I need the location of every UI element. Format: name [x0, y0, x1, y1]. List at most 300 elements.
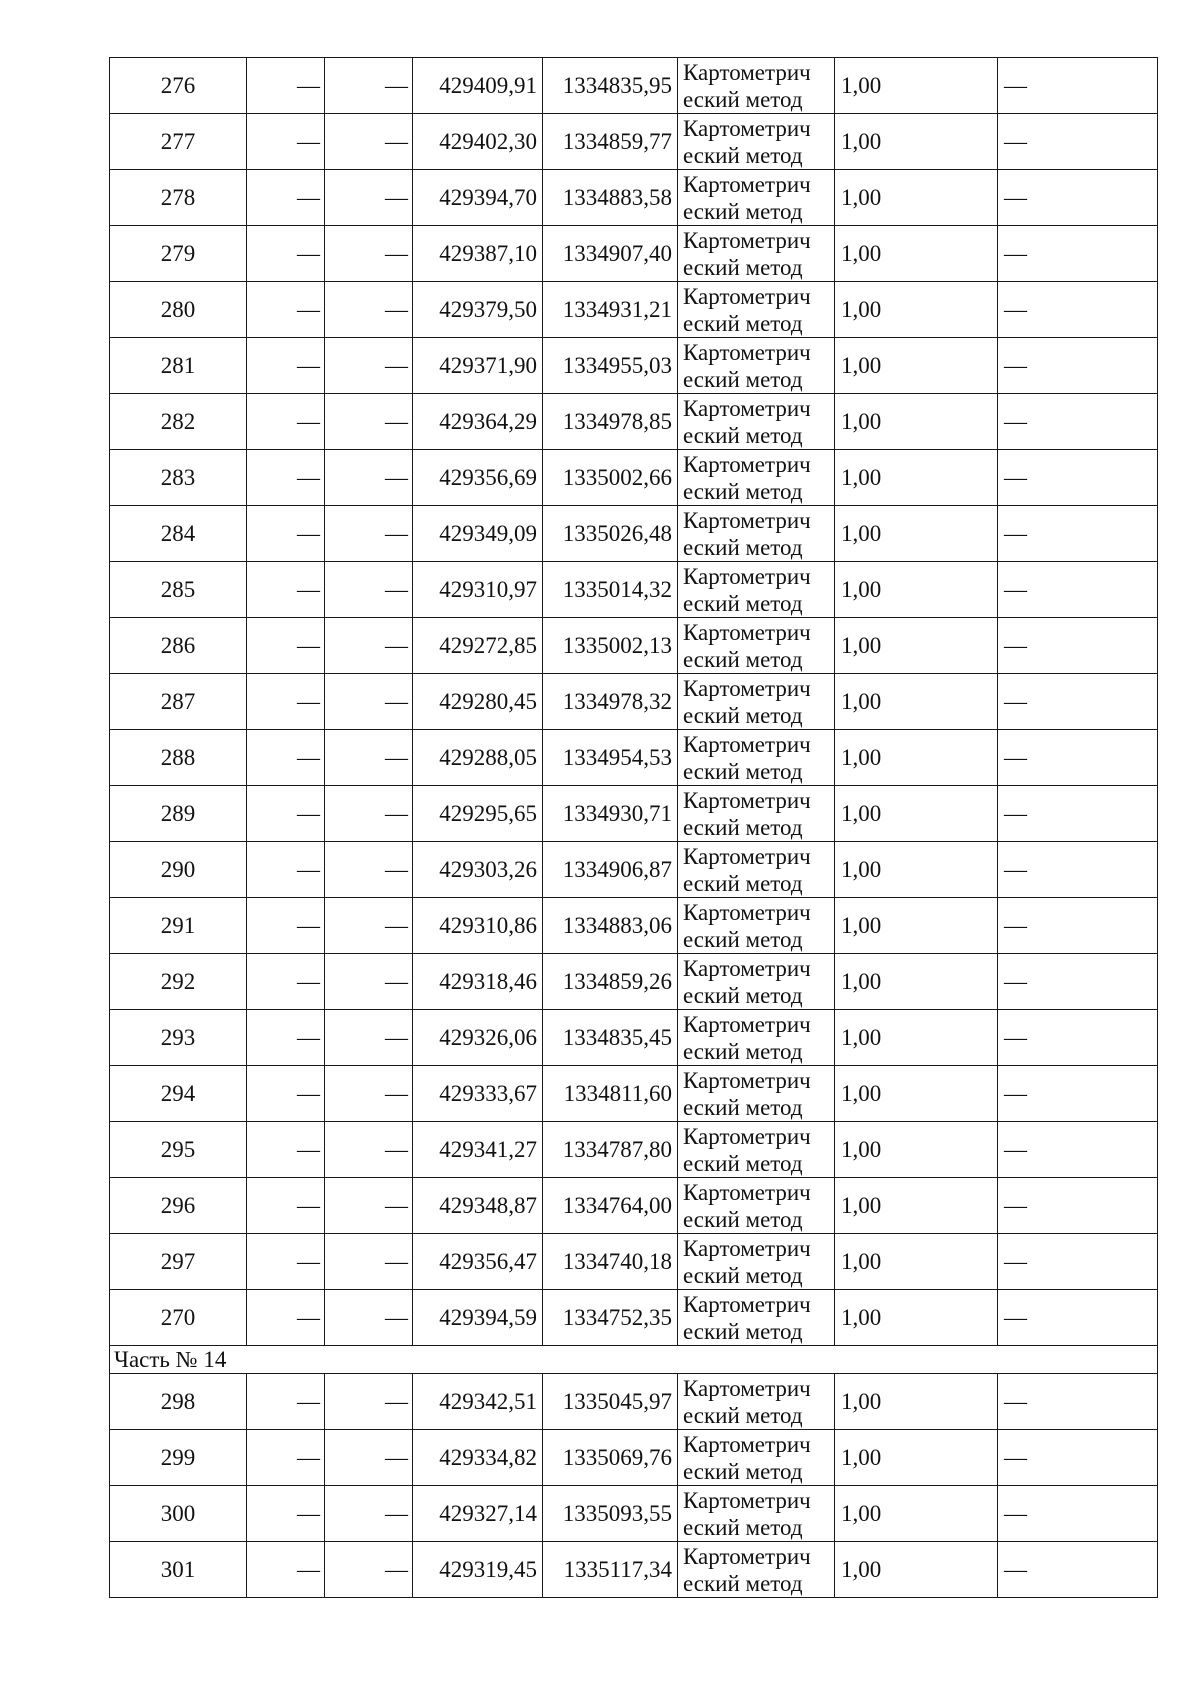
accuracy-cell: 1,00	[835, 954, 998, 1010]
table-row	[110, 394, 1158, 450]
empty-value-cell: —	[247, 1234, 325, 1290]
method-line-1: Картометрич	[683, 59, 811, 85]
empty-value-cell: —	[247, 226, 325, 282]
empty-value-cell: —	[325, 674, 413, 730]
method-cell	[678, 1234, 835, 1290]
method-line-2: еский метод	[683, 1514, 803, 1540]
method-line-1: Картометрич	[683, 1487, 811, 1513]
method-cell	[678, 618, 835, 674]
coordinate-y-cell: 1334883,06	[543, 898, 678, 954]
method-line-2: еский метод	[683, 1458, 803, 1484]
method-line-2: еский метод	[683, 982, 803, 1008]
method-line-2: еский метод	[683, 142, 803, 168]
accuracy-cell: 1,00	[835, 618, 998, 674]
point-number-cell: 297	[110, 1234, 247, 1290]
table-row	[110, 842, 1158, 898]
empty-value-cell: —	[325, 114, 413, 170]
coordinate-x-cell: 429326,06	[413, 1010, 543, 1066]
accuracy-cell: 1,00	[835, 394, 998, 450]
method-cell	[678, 954, 835, 1010]
method-cell	[678, 1122, 835, 1178]
table-row	[110, 114, 1158, 170]
empty-value-cell: —	[325, 1290, 413, 1346]
table-row	[110, 170, 1158, 226]
method-line-2: еский метод	[683, 758, 803, 784]
description-cell: —	[998, 170, 1158, 226]
empty-value-cell: —	[247, 1486, 325, 1542]
method-line-2: еский метод	[683, 1206, 803, 1232]
coordinate-y-cell: 1334835,95	[543, 58, 678, 114]
method-line-1: Картометрич	[683, 1067, 811, 1093]
coordinate-x-cell: 429272,85	[413, 618, 543, 674]
part-header-row	[110, 1346, 1158, 1374]
empty-value-cell: —	[247, 170, 325, 226]
accuracy-cell: 1,00	[835, 730, 998, 786]
empty-value-cell: —	[325, 338, 413, 394]
method-cell	[678, 394, 835, 450]
coordinate-x-cell: 429402,30	[413, 114, 543, 170]
description-cell: —	[998, 674, 1158, 730]
method-cell	[678, 114, 835, 170]
method-line-2: еский метод	[683, 310, 803, 336]
coordinate-y-cell: 1335002,66	[543, 450, 678, 506]
point-number-cell: 298	[110, 1374, 247, 1430]
description-cell: —	[998, 1486, 1158, 1542]
method-line-2: еский метод	[683, 1570, 803, 1596]
coordinate-y-cell: 1334906,87	[543, 842, 678, 898]
coordinate-x-cell: 429371,90	[413, 338, 543, 394]
method-line-1: Картометрич	[683, 899, 811, 925]
coordinate-y-cell: 1334859,77	[543, 114, 678, 170]
method-cell	[678, 1010, 835, 1066]
empty-value-cell: —	[325, 1066, 413, 1122]
table-row	[110, 1290, 1158, 1346]
method-line-2: еский метод	[683, 1038, 803, 1064]
method-line-1: Картометрич	[683, 507, 811, 533]
point-number-cell: 281	[110, 338, 247, 394]
point-number-cell: 278	[110, 170, 247, 226]
coordinate-y-cell: 1334740,18	[543, 1234, 678, 1290]
coordinate-x-cell: 429356,69	[413, 450, 543, 506]
description-cell: —	[998, 1430, 1158, 1486]
point-number-cell: 296	[110, 1178, 247, 1234]
method-cell	[678, 1542, 835, 1598]
description-cell: —	[998, 954, 1158, 1010]
accuracy-cell: 1,00	[835, 1290, 998, 1346]
method-cell	[678, 338, 835, 394]
coordinate-y-cell: 1334764,00	[543, 1178, 678, 1234]
empty-value-cell: —	[325, 842, 413, 898]
accuracy-cell: 1,00	[835, 1122, 998, 1178]
empty-value-cell: —	[247, 1178, 325, 1234]
empty-value-cell: —	[247, 1122, 325, 1178]
description-cell: —	[998, 338, 1158, 394]
method-line-1: Картометрич	[683, 1179, 811, 1205]
method-line-1: Картометрич	[683, 1235, 811, 1261]
coordinate-x-cell: 429341,27	[413, 1122, 543, 1178]
empty-value-cell: —	[325, 786, 413, 842]
method-line-1: Картометрич	[683, 1375, 811, 1401]
accuracy-cell: 1,00	[835, 282, 998, 338]
table-row	[110, 674, 1158, 730]
point-number-cell: 270	[110, 1290, 247, 1346]
empty-value-cell: —	[247, 1374, 325, 1430]
method-cell	[678, 506, 835, 562]
coordinate-x-cell: 429333,67	[413, 1066, 543, 1122]
table-row	[110, 226, 1158, 282]
point-number-cell: 299	[110, 1430, 247, 1486]
point-number-cell: 276	[110, 58, 247, 114]
empty-value-cell: —	[247, 394, 325, 450]
method-line-1: Картометрич	[683, 339, 811, 365]
coordinate-y-cell: 1334752,35	[543, 1290, 678, 1346]
coordinate-x-cell: 429394,70	[413, 170, 543, 226]
empty-value-cell: —	[247, 1066, 325, 1122]
empty-value-cell: —	[247, 1430, 325, 1486]
description-cell: —	[998, 842, 1158, 898]
coordinate-y-cell: 1335117,34	[543, 1542, 678, 1598]
empty-value-cell: —	[325, 1178, 413, 1234]
method-line-1: Картометрич	[683, 675, 811, 701]
accuracy-cell: 1,00	[835, 226, 998, 282]
empty-value-cell: —	[325, 1122, 413, 1178]
method-line-1: Картометрич	[683, 115, 811, 141]
point-number-cell: 295	[110, 1122, 247, 1178]
table-row	[110, 1122, 1158, 1178]
coordinate-x-cell: 429409,91	[413, 58, 543, 114]
coordinate-x-cell: 429387,10	[413, 226, 543, 282]
empty-value-cell: —	[325, 1234, 413, 1290]
table-row	[110, 450, 1158, 506]
accuracy-cell: 1,00	[835, 1234, 998, 1290]
accuracy-cell: 1,00	[835, 338, 998, 394]
table-row	[110, 562, 1158, 618]
method-line-2: еский метод	[683, 926, 803, 952]
coordinate-x-cell: 429327,14	[413, 1486, 543, 1542]
coordinate-y-cell: 1334931,21	[543, 282, 678, 338]
method-line-1: Картометрич	[683, 1431, 811, 1457]
method-cell	[678, 170, 835, 226]
point-number-cell: 279	[110, 226, 247, 282]
coordinates-table	[109, 57, 1158, 1598]
accuracy-cell: 1,00	[835, 786, 998, 842]
method-line-2: еский метод	[683, 534, 803, 560]
empty-value-cell: —	[325, 394, 413, 450]
empty-value-cell: —	[247, 1290, 325, 1346]
coordinate-x-cell: 429310,86	[413, 898, 543, 954]
method-cell	[678, 1374, 835, 1430]
description-cell: —	[998, 786, 1158, 842]
method-line-2: еский метод	[683, 1262, 803, 1288]
empty-value-cell: —	[325, 170, 413, 226]
coordinate-y-cell: 1335026,48	[543, 506, 678, 562]
description-cell: —	[998, 898, 1158, 954]
method-line-2: еский метод	[683, 1150, 803, 1176]
point-number-cell: 292	[110, 954, 247, 1010]
table-row	[110, 338, 1158, 394]
method-line-2: еский метод	[683, 814, 803, 840]
method-line-2: еский метод	[683, 870, 803, 896]
method-line-1: Картометрич	[683, 731, 811, 757]
method-cell	[678, 898, 835, 954]
method-line-2: еский метод	[683, 702, 803, 728]
empty-value-cell: —	[325, 282, 413, 338]
empty-value-cell: —	[325, 1486, 413, 1542]
table-row	[110, 1374, 1158, 1430]
coordinate-x-cell: 429364,29	[413, 394, 543, 450]
empty-value-cell: —	[247, 282, 325, 338]
accuracy-cell: 1,00	[835, 842, 998, 898]
method-line-1: Картометрич	[683, 1123, 811, 1149]
method-line-2: еский метод	[683, 1402, 803, 1428]
coordinate-x-cell: 429318,46	[413, 954, 543, 1010]
empty-value-cell: —	[247, 58, 325, 114]
description-cell: —	[998, 58, 1158, 114]
method-line-1: Картометрич	[683, 955, 811, 981]
point-number-cell: 282	[110, 394, 247, 450]
method-cell	[678, 674, 835, 730]
coordinate-y-cell: 1334954,53	[543, 730, 678, 786]
description-cell: —	[998, 506, 1158, 562]
accuracy-cell: 1,00	[835, 1542, 998, 1598]
method-cell	[678, 282, 835, 338]
coordinate-x-cell: 429356,47	[413, 1234, 543, 1290]
accuracy-cell: 1,00	[835, 506, 998, 562]
point-number-cell: 301	[110, 1542, 247, 1598]
description-cell: —	[998, 1542, 1158, 1598]
accuracy-cell: 1,00	[835, 170, 998, 226]
method-cell	[678, 1430, 835, 1486]
empty-value-cell: —	[325, 898, 413, 954]
empty-value-cell: —	[247, 1542, 325, 1598]
table-row	[110, 506, 1158, 562]
method-line-1: Картометрич	[683, 1543, 811, 1569]
empty-value-cell: —	[325, 1430, 413, 1486]
coordinate-y-cell: 1334978,32	[543, 674, 678, 730]
method-line-2: еский метод	[683, 254, 803, 280]
table-row	[110, 730, 1158, 786]
method-cell	[678, 450, 835, 506]
method-line-2: еский метод	[683, 478, 803, 504]
method-cell	[678, 1486, 835, 1542]
empty-value-cell: —	[247, 674, 325, 730]
empty-value-cell: —	[325, 226, 413, 282]
empty-value-cell: —	[247, 450, 325, 506]
coordinate-x-cell: 429310,97	[413, 562, 543, 618]
empty-value-cell: —	[247, 842, 325, 898]
description-cell: —	[998, 282, 1158, 338]
coordinate-y-cell: 1334930,71	[543, 786, 678, 842]
point-number-cell: 286	[110, 618, 247, 674]
table-row	[110, 1542, 1158, 1598]
coordinate-x-cell: 429394,59	[413, 1290, 543, 1346]
empty-value-cell: —	[247, 506, 325, 562]
table-row	[110, 1430, 1158, 1486]
table-body	[110, 58, 1158, 1598]
method-line-1: Картометрич	[683, 1011, 811, 1037]
point-number-cell: 285	[110, 562, 247, 618]
method-line-1: Картометрич	[683, 787, 811, 813]
empty-value-cell: —	[247, 730, 325, 786]
coordinate-y-cell: 1335014,32	[543, 562, 678, 618]
coordinate-x-cell: 429379,50	[413, 282, 543, 338]
coordinate-x-cell: 429319,45	[413, 1542, 543, 1598]
description-cell: —	[998, 394, 1158, 450]
accuracy-cell: 1,00	[835, 1010, 998, 1066]
method-line-1: Картометрич	[683, 451, 811, 477]
method-cell	[678, 842, 835, 898]
table-row	[110, 1010, 1158, 1066]
method-cell	[678, 58, 835, 114]
point-number-cell: 291	[110, 898, 247, 954]
coordinate-x-cell: 429288,05	[413, 730, 543, 786]
description-cell: —	[998, 1066, 1158, 1122]
table-row	[110, 618, 1158, 674]
description-cell: —	[998, 730, 1158, 786]
empty-value-cell: —	[325, 1542, 413, 1598]
coordinate-x-cell: 429303,26	[413, 842, 543, 898]
method-line-2: еский метод	[683, 1318, 803, 1344]
method-cell	[678, 1290, 835, 1346]
accuracy-cell: 1,00	[835, 114, 998, 170]
accuracy-cell: 1,00	[835, 898, 998, 954]
coordinate-x-cell: 429342,51	[413, 1374, 543, 1430]
coordinate-x-cell: 429349,09	[413, 506, 543, 562]
method-cell	[678, 226, 835, 282]
coordinate-y-cell: 1334787,80	[543, 1122, 678, 1178]
coordinate-y-cell: 1334883,58	[543, 170, 678, 226]
empty-value-cell: —	[325, 954, 413, 1010]
point-number-cell: 280	[110, 282, 247, 338]
empty-value-cell: —	[325, 562, 413, 618]
coordinate-x-cell: 429280,45	[413, 674, 543, 730]
point-number-cell: 288	[110, 730, 247, 786]
accuracy-cell: 1,00	[835, 1066, 998, 1122]
method-line-2: еский метод	[683, 86, 803, 112]
point-number-cell: 289	[110, 786, 247, 842]
coordinate-y-cell: 1334978,85	[543, 394, 678, 450]
coordinate-y-cell: 1334835,45	[543, 1010, 678, 1066]
empty-value-cell: —	[247, 786, 325, 842]
empty-value-cell: —	[325, 58, 413, 114]
coordinate-x-cell: 429348,87	[413, 1178, 543, 1234]
coordinate-y-cell: 1334955,03	[543, 338, 678, 394]
accuracy-cell: 1,00	[835, 562, 998, 618]
method-cell	[678, 562, 835, 618]
coordinate-y-cell: 1334859,26	[543, 954, 678, 1010]
accuracy-cell: 1,00	[835, 1374, 998, 1430]
description-cell: —	[998, 1290, 1158, 1346]
method-cell	[678, 730, 835, 786]
method-cell	[678, 1178, 835, 1234]
accuracy-cell: 1,00	[835, 58, 998, 114]
method-line-1: Картометрич	[683, 563, 811, 589]
table-row	[110, 1066, 1158, 1122]
description-cell: —	[998, 1010, 1158, 1066]
point-number-cell: 287	[110, 674, 247, 730]
table-row	[110, 898, 1158, 954]
empty-value-cell: —	[247, 898, 325, 954]
coordinate-y-cell: 1335002,13	[543, 618, 678, 674]
description-cell: —	[998, 1178, 1158, 1234]
point-number-cell: 283	[110, 450, 247, 506]
method-cell	[678, 786, 835, 842]
empty-value-cell: —	[325, 730, 413, 786]
description-cell: —	[998, 618, 1158, 674]
point-number-cell: 284	[110, 506, 247, 562]
coordinate-y-cell: 1334811,60	[543, 1066, 678, 1122]
description-cell: —	[998, 1122, 1158, 1178]
empty-value-cell: —	[247, 1010, 325, 1066]
empty-value-cell: —	[325, 1374, 413, 1430]
method-line-1: Картометрич	[683, 1291, 811, 1317]
method-line-1: Картометрич	[683, 395, 811, 421]
coordinate-x-cell: 429334,82	[413, 1430, 543, 1486]
accuracy-cell: 1,00	[835, 1430, 998, 1486]
part-label: Часть № 14	[110, 1346, 1158, 1374]
method-line-2: еский метод	[683, 422, 803, 448]
method-line-2: еский метод	[683, 1094, 803, 1120]
table-row	[110, 1486, 1158, 1542]
accuracy-cell: 1,00	[835, 450, 998, 506]
method-line-1: Картометрич	[683, 619, 811, 645]
point-number-cell: 300	[110, 1486, 247, 1542]
point-number-cell: 294	[110, 1066, 247, 1122]
empty-value-cell: —	[247, 562, 325, 618]
empty-value-cell: —	[325, 450, 413, 506]
empty-value-cell: —	[325, 1010, 413, 1066]
table-row	[110, 786, 1158, 842]
table-row	[110, 1234, 1158, 1290]
empty-value-cell: —	[247, 338, 325, 394]
method-cell	[678, 1066, 835, 1122]
table-row	[110, 58, 1158, 114]
table-row	[110, 954, 1158, 1010]
method-line-1: Картометрич	[683, 843, 811, 869]
method-line-1: Картометрич	[683, 227, 811, 253]
coordinate-y-cell: 1335069,76	[543, 1430, 678, 1486]
description-cell: —	[998, 562, 1158, 618]
empty-value-cell: —	[325, 618, 413, 674]
coordinate-x-cell: 429295,65	[413, 786, 543, 842]
empty-value-cell: —	[325, 506, 413, 562]
description-cell: —	[998, 1234, 1158, 1290]
coordinate-y-cell: 1334907,40	[543, 226, 678, 282]
empty-value-cell: —	[247, 954, 325, 1010]
accuracy-cell: 1,00	[835, 1486, 998, 1542]
method-line-2: еский метод	[683, 198, 803, 224]
empty-value-cell: —	[247, 618, 325, 674]
point-number-cell: 290	[110, 842, 247, 898]
empty-value-cell: —	[247, 114, 325, 170]
method-line-1: Картометрич	[683, 171, 811, 197]
coordinate-y-cell: 1335093,55	[543, 1486, 678, 1542]
method-line-2: еский метод	[683, 646, 803, 672]
description-cell: —	[998, 226, 1158, 282]
point-number-cell: 293	[110, 1010, 247, 1066]
description-cell: —	[998, 450, 1158, 506]
point-number-cell: 277	[110, 114, 247, 170]
method-line-2: еский метод	[683, 366, 803, 392]
table-row	[110, 1178, 1158, 1234]
method-line-2: еский метод	[683, 590, 803, 616]
method-line-1: Картометрич	[683, 283, 811, 309]
accuracy-cell: 1,00	[835, 674, 998, 730]
description-cell: —	[998, 114, 1158, 170]
table-row	[110, 282, 1158, 338]
coordinate-y-cell: 1335045,97	[543, 1374, 678, 1430]
description-cell: —	[998, 1374, 1158, 1430]
